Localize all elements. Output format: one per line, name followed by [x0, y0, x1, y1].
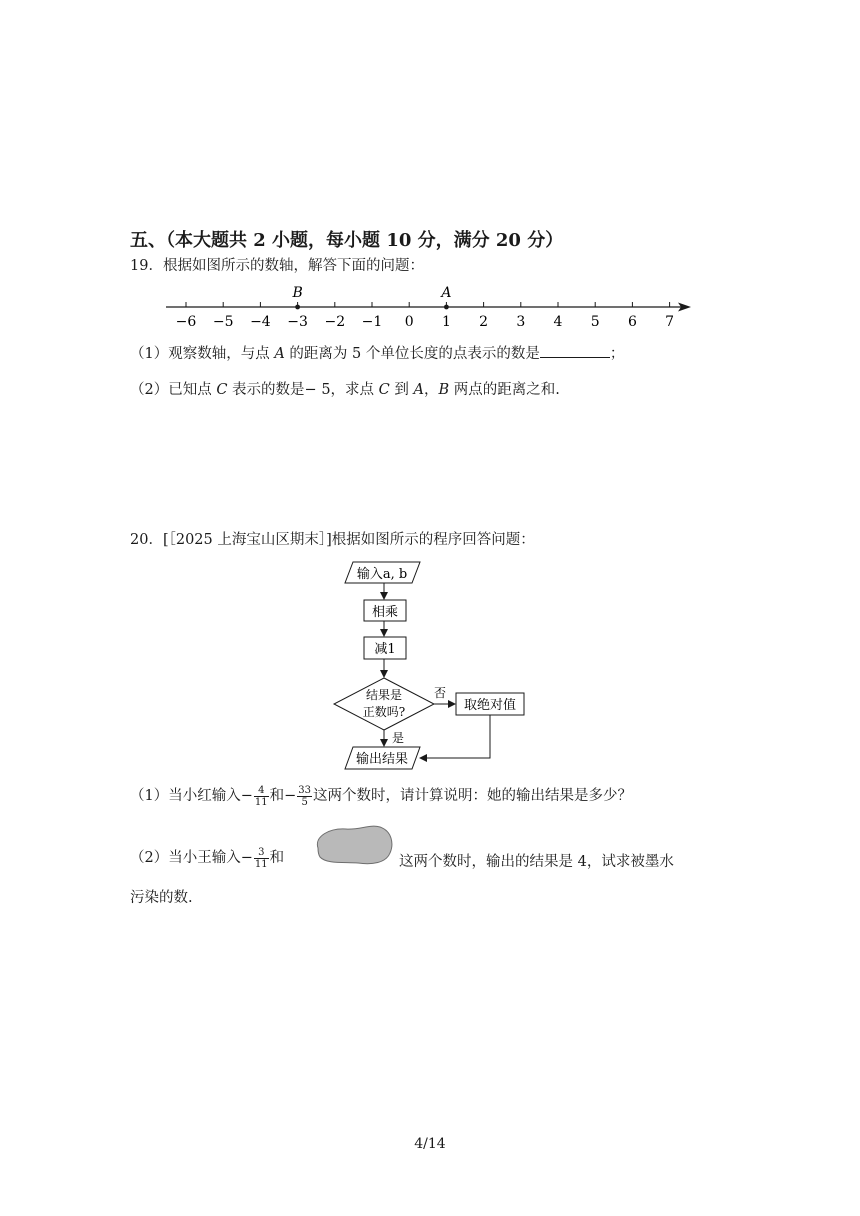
number-line-tick-label: −6 — [175, 314, 197, 330]
number-line-tick-label: −3 — [287, 314, 308, 330]
q20-part1: （1）当小红输入− $\frac{4}{11}$ 和− $\frac{33}{5}$ 这两个数时，请计算说明：她的输出结果是多少？ — [130, 784, 633, 808]
number-line-point-label: B — [292, 285, 303, 301]
number-line-tick-label: 7 — [665, 314, 675, 330]
flow-abs-label: 取绝对值 — [463, 698, 517, 713]
flow-multiply-label: 相乘 — [371, 605, 399, 620]
fraction-4-11: $\frac{4}{11}$ — [254, 784, 268, 808]
q19-part2: （2）已知点 C 表示的数是− 5，求点 C 到 A，B 两点的距离之和. — [130, 382, 560, 398]
q19-stem: 19．根据如图所示的数轴，解答下面的问题： — [130, 258, 424, 274]
section-title: 五、（本大题共 2 小题，每小题 10 分，满分 20 分） — [130, 230, 564, 251]
flow-input-label: 输入a, b — [356, 567, 408, 582]
q20-part2: （2）当小王输入− $\frac{3}{11}$ 和 — [130, 846, 285, 870]
number-line-tick-label: 6 — [627, 314, 637, 330]
flow-decision-line2: 正数吗? — [362, 705, 406, 719]
answer-blank[interactable] — [540, 343, 610, 358]
flow-no-label: 否 — [434, 686, 447, 700]
number-line-point-a — [444, 305, 449, 310]
flow-yes-label: 是 — [392, 731, 405, 745]
flowchart — [328, 556, 528, 774]
flow-arrow-abs-return — [420, 715, 490, 758]
number-line — [160, 282, 700, 330]
fraction-33-5: $\frac{33}{5}$ — [298, 784, 312, 808]
number-line-tick-label: 5 — [590, 314, 600, 330]
number-line-tick-label: 0 — [404, 314, 414, 330]
fraction-3-11: $\frac{3}{11}$ — [254, 846, 268, 870]
flow-decision-diamond — [334, 678, 434, 730]
number-line-point-label: A — [441, 285, 452, 301]
number-line-tick-label: −4 — [250, 314, 271, 330]
number-line-tick-label: −2 — [324, 314, 346, 330]
q20-stem: 20．[［2025 上海宝山区期末］]根据如图所示的程序回答问题： — [130, 532, 535, 548]
number-line-tick-label: 1 — [441, 314, 451, 330]
ink-blot — [312, 822, 396, 868]
number-line-tick-label: −1 — [361, 314, 383, 330]
number-line-tick-label: 4 — [553, 314, 563, 330]
flow-decision-line1: 结果是 — [365, 688, 403, 702]
flow-output-label: 输出结果 — [355, 752, 409, 767]
page-number: 4/14 — [414, 1136, 446, 1152]
number-line-tick-label: 3 — [516, 314, 526, 330]
number-line-tick-label: −5 — [212, 314, 234, 330]
number-line-tick-label: 2 — [479, 314, 489, 330]
flow-minus-one-label: 减1 — [374, 642, 396, 657]
q20-part2-line2: 污染的数. — [130, 890, 193, 906]
q20-part2-suffix: 这两个数时，输出的结果是 4，试求被墨水 — [399, 854, 674, 870]
q19-part1: （1）观察数轴，与点 A 的距离为 5 个单位长度的点表示的数是 ； — [130, 342, 624, 363]
number-line-point-b — [295, 305, 300, 310]
